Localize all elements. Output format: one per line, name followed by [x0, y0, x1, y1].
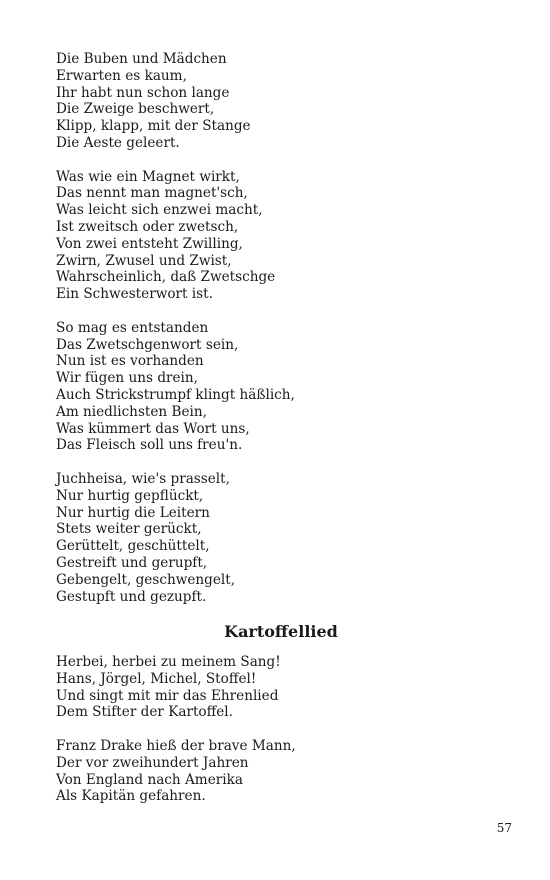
verse-line: Am niedlichsten Bein, [56, 403, 207, 420]
verse-line: Gebengelt, geschwengelt, [56, 571, 236, 588]
stanza [56, 471, 516, 605]
verse-line: Was kümmert das Wort uns, [56, 420, 250, 437]
verse-line: Wir fügen uns drein, [56, 370, 198, 387]
verse-line: Als Kapitän gefahren. [56, 788, 206, 805]
verse-line: Was leicht sich enzwei macht, [56, 202, 263, 219]
verse-line: So mag es entstanden [56, 319, 209, 336]
stanza [56, 738, 516, 805]
verse-line: Nur hurtig die Leitern [56, 504, 210, 521]
verse-line: Ist zweitsch oder zwetsch, [56, 218, 239, 235]
page-number: 57 [496, 821, 512, 835]
stanza [56, 169, 516, 303]
verse-line: Dem Stifter der Kartoffel. [56, 704, 233, 721]
verse-line: Ihr habt nun schon lange [56, 84, 230, 101]
verse-line: Herbei, herbei zu meinem Sang! [56, 654, 281, 671]
stanza [56, 320, 516, 454]
verse-line: Nur hurtig gepflückt, [56, 487, 204, 504]
verse-line: Klipp, klapp, mit der Stange [56, 118, 251, 135]
page-content [56, 51, 516, 822]
verse-line: Gestupft und gezupft. [56, 588, 207, 605]
verse-line: Und singt mit mir das Ehrenlied [56, 687, 279, 704]
verse-line: Gestreift und gerupft, [56, 554, 208, 571]
poem-continuation [56, 51, 516, 605]
verse-line: Die Zweige beschwert, [56, 101, 215, 118]
verse-line: Hans, Jörgel, Michel, Stoffel! [56, 670, 257, 687]
verse-line: Auch Strickstrumpf klingt häßlich, [56, 386, 295, 403]
verse-line: Franz Drake hieß der brave Mann, [56, 738, 296, 755]
verse-line: Was wie ein Magnet wirkt, [56, 168, 240, 185]
verse-line: Gerüttelt, geschüttelt, [56, 538, 210, 555]
verse-line: Das Fleisch soll uns freu'n. [56, 437, 243, 454]
verse-line: Das Zwetschgenwort sein, [56, 336, 239, 353]
stanza [56, 654, 516, 721]
verse-line: Wahrscheinlich, daß Zwetschge [56, 269, 276, 286]
verse-line: Ein Schwesterwort ist. [56, 286, 213, 303]
verse-line: Von England nach Amerika [56, 771, 243, 788]
verse-line: Nun ist es vorhanden [56, 353, 204, 370]
verse-line: Das nennt man magnet'sch, [56, 185, 248, 202]
verse-line: Juchheisa, wie's prasselt, [56, 470, 230, 487]
poem-kartoffellied [56, 654, 516, 805]
stanza [56, 51, 516, 152]
verse-line: Erwarten es kaum, [56, 67, 187, 84]
verse-line: Der vor zweihundert Jahren [56, 754, 249, 771]
verse-line: Stets weiter gerückt, [56, 521, 202, 538]
verse-line: Von zwei entsteht Zwilling, [56, 235, 243, 252]
verse-line: Zwirn, Zwusel und Zwist, [56, 252, 232, 269]
verse-line: Die Buben und Mädchen [56, 51, 227, 67]
verse-line: Die Aeste geleert. [56, 134, 180, 151]
poem-heading: Kartoffellied [224, 622, 338, 642]
